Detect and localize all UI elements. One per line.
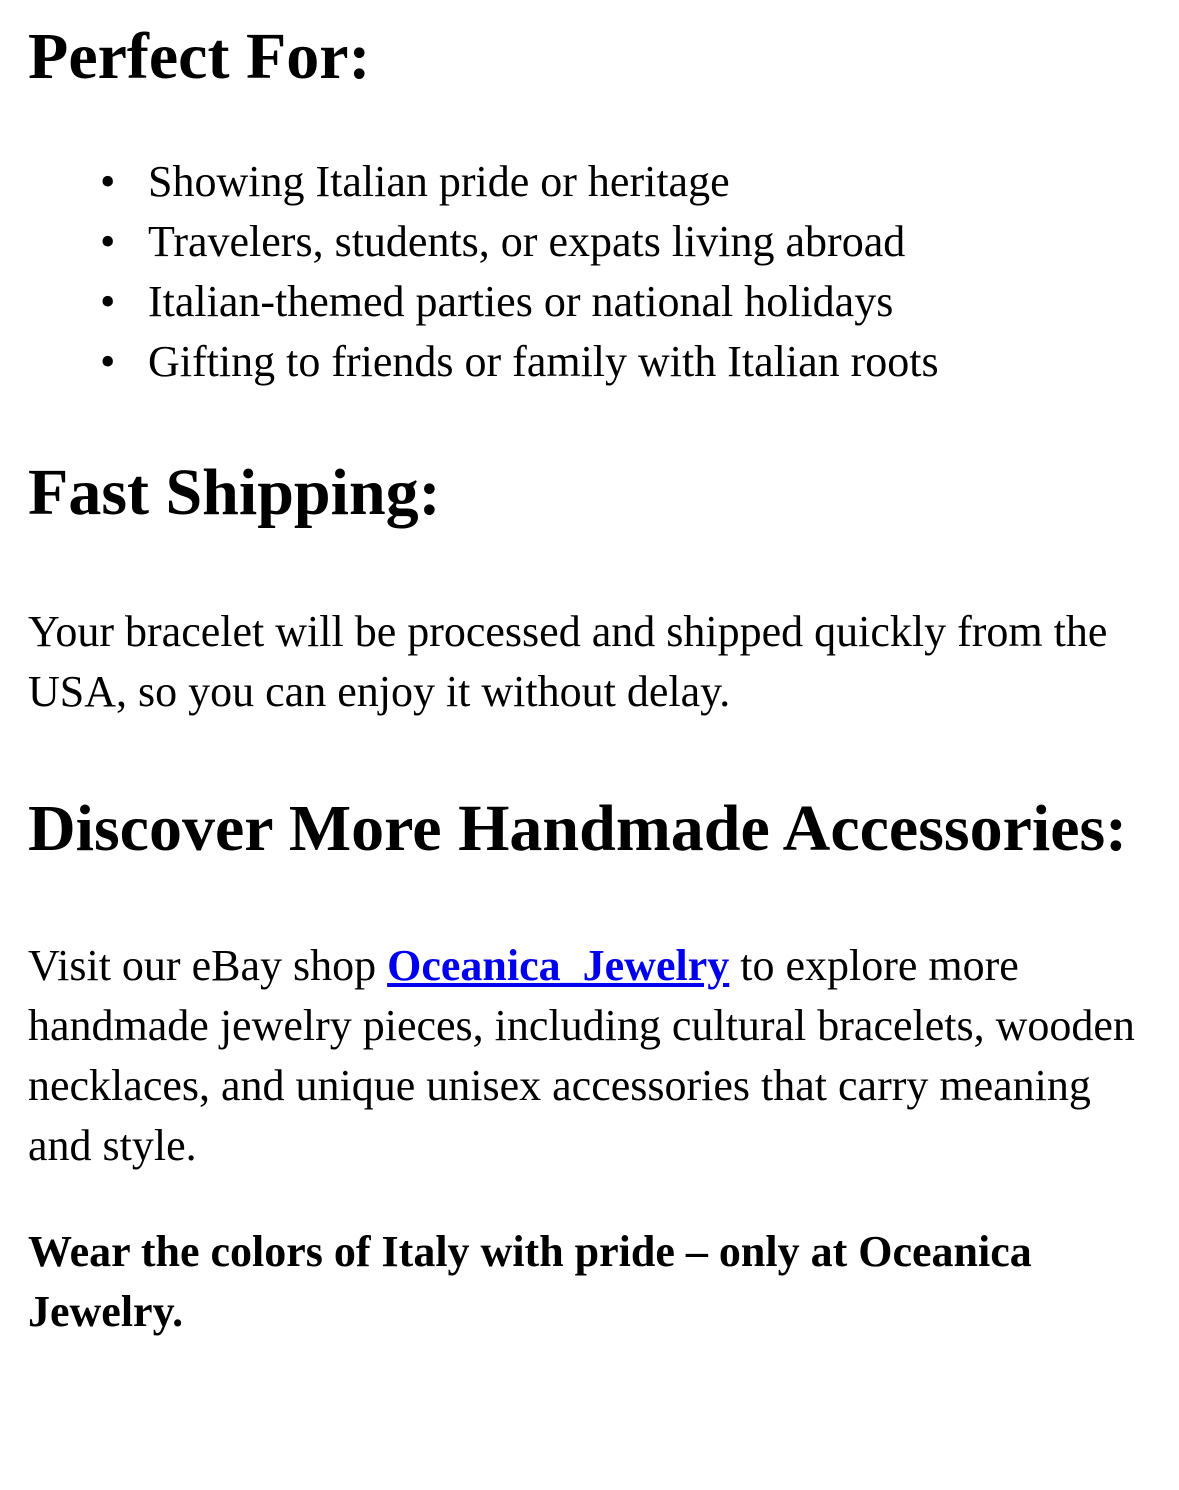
fast-shipping-heading: Fast Shipping: <box>28 456 441 529</box>
discover-heading: Discover More Handmade Accessories: <box>28 792 1128 865</box>
list-item <box>100 212 1151 272</box>
shop-link[interactable]: Oceanica_Jewelry <box>387 941 730 990</box>
discover-text-after: to explore more handmade jewelry pieces, including cultural bracelets, wooden necklaces, and unique unisex accessories that carry meaning and style. <box>28 941 1135 1170</box>
list-item-text: Travelers, students, or expats living abroad <box>148 217 906 266</box>
discover-paragraph <box>28 936 1151 1176</box>
list-item <box>100 332 1151 392</box>
fast-shipping-paragraph: Your bracelet will be processed and shipped quickly from the USA, so you can enjoy it without delay. <box>28 607 1108 716</box>
bullet-icon: • <box>100 337 116 386</box>
perfect-for-heading: Perfect For: <box>28 20 371 93</box>
list-item-text: Gifting to friends or family with Italian roots <box>148 337 939 386</box>
list-item <box>100 272 1151 332</box>
list-item-text: Showing Italian pride or heritage <box>148 157 730 206</box>
list-item-text: Italian-themed parties or national holidays <box>148 277 894 326</box>
closing-tagline: Wear the colors of Italy with pride – only at Oceanica Jewelry. <box>28 1227 1032 1336</box>
bullet-icon: • <box>100 277 116 326</box>
bullet-icon: • <box>100 157 116 206</box>
perfect-for-list <box>28 152 1151 392</box>
list-item <box>100 152 1151 212</box>
discover-text-before: Visit our eBay shop <box>28 941 388 990</box>
bullet-icon: • <box>100 217 116 266</box>
